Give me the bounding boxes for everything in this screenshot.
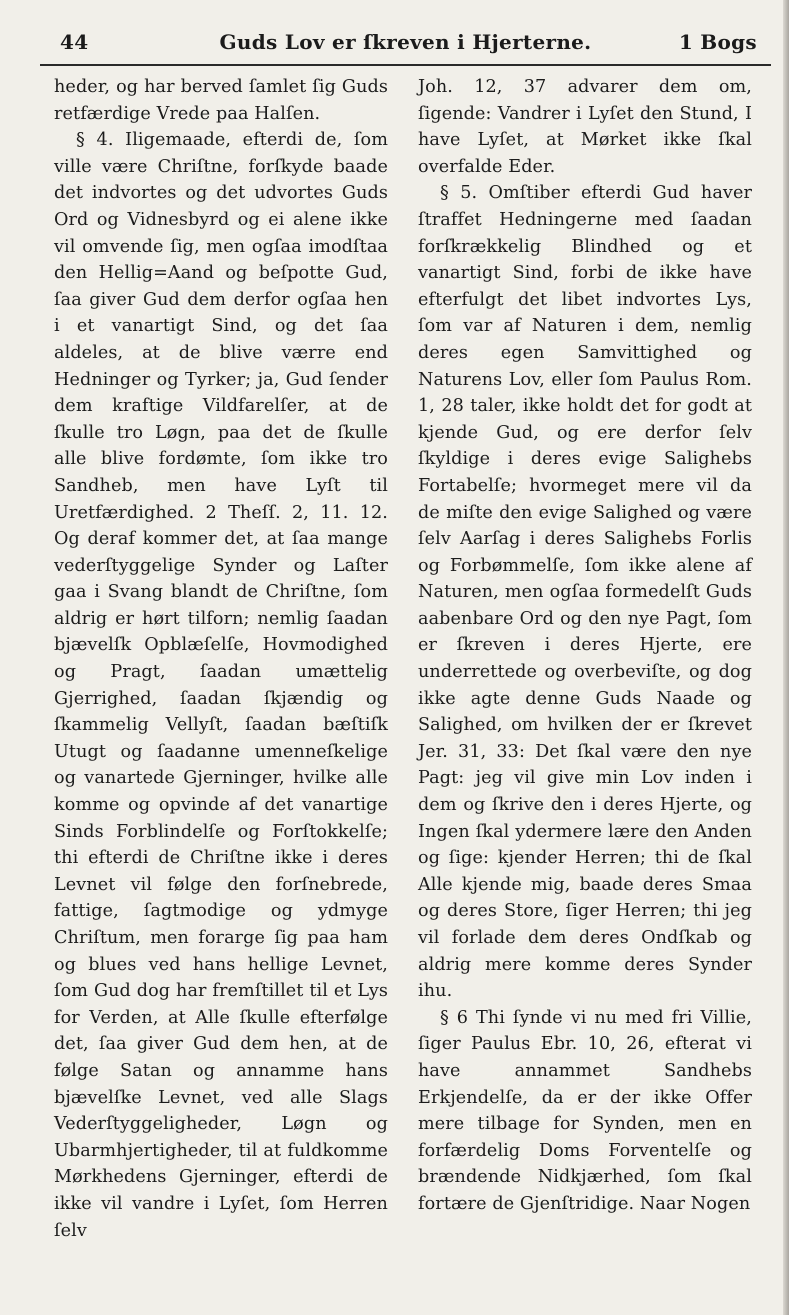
section-label: 1 Bogs [678,30,757,54]
paragraph-section-6: § 6 Thi ſynde vi nu med fri Villie, ſiger Paulus Ebr. 10, 26, efterat vi have annammet Sandhebs Erkjendelſe, da er der ikke Offer mere tilbage for Synden, men en forfærdelig Doms Forventelſe og brændende Nidkjærhed, ſom ſkal fortære de Gjenſtridige. Naar Nogen [418,1007,752,1214]
page-header [40,30,771,64]
header-rule [40,64,771,66]
paragraph-continuation: heder, og har berved ſamlet ſig Guds retfærdige Vrede paa Halſen. [54,77,388,124]
paragraph-section-4: § 4. Iligemaade, efterdi de, ſom ville være Chriſtne, forſkyde baade det indvortes og det udvortes Guds Ord og Vidnesbyrd og ei alene ikke vil omvende ſig, men ogſaa imodſtaa den Hellig=Aand og beſpotte Gud, ſaa giver Gud dem derfor ogſaa hen i et vanartigt Sind, og det ſaa aldeles, at de blive værre end Hedninger og Tyrker; ja, Gud ſender dem kraftige Vildfarelſer, at de ſkulle tro Løgn, paa det de ſkulle alle blive fordømte, ſom ikke tro Sandheb, men have Lyſt til Uretfærdighed. 2 Theſſ. 2, 11. 12. Og deraf kommer det, at ſaa mange vederſtyggelige Synder og Laſter gaa i Svang blandt de Chriſtne, ſom aldrig er hørt tilforn; nemlig ſaadan bjævelſk Opblæſelſe, Hovmodighed og Pragt, ſaadan umættelig Gjerrighed, ſaadan ſkjændig og ſkammelig Vellyſt, ſaadan bæſtiſk Utugt og ſaadanne umenneſkelige og vanartede Gjerninger, hvilke alle komme og opvinde af det vanartige Sinds Forblindelſe og Forſtokkelſe; thi efterdi de Chriſtne ikke i deres Levnet vil følge den forſnebrede, fattige, ſagtmodige og ydmyge Chriſtum, men forarge ſig paa ham og blues ved hans hellige Levnet, ſom Gud dog har fremſtillet til et Lys for Verden, at Alle ſkulle efterfølge det, ſaa giver Gud dem hen, at de følge Satan og annamme hans bjævelſke Levnet, ved alle Slags Vederſtyggeligheder, Løgn og Ubarmhjertigheder, til at fuldkomme Mørkhedens Gjerninger, efterdi de ikke vil vandre i Lyſet, ſom Herren ſelv [54,130,388,1241]
paragraph-continuation: Joh. 12, 37 advarer dem om, ſigende: Vandrer i Lyſet den Stund, I have Lyſet, at Mørket ikke ſkal overfalde Eder. [418,77,752,177]
left-column [54,74,388,1244]
page-number: 44 [60,30,89,54]
page-binding-edge [783,0,789,1315]
paragraph-section-5: § 5. Omſtiber efterdi Gud haver ſtraffet Hedningerne med ſaadan forſkrækkelig Blindhed og et vanartigt Sind, forbi de ikke have efterfulgt det libet indvortes Lys, ſom var af Naturen i dem, nemlig deres egen Samvittighed og Naturens Lov, eller ſom Paulus Rom. 1, 28 taler, ikke holdt det for godt at kjende Gud, og ere derfor ſelv ſkyldige i deres evige Salighebs Fortabelſe; hvormeget mere vil da de miſte den evige Salighed og være ſelv Aarſag i deres Salighebs Forlis og Forbømmelſe, ſom ikke alene af Naturen, men ogſaa formedelſt Guds aabenbare Ord og den nye Pagt, ſom er ſkreven i deres Hjerte, ere underrettede og overbeviſte, og dog ikke agte denne Guds Naade og Salighed, om hvilken der er ſkrevet Jer. 31, 33: Det ſkal være den nye Pagt: jeg vil give min Lov inden i dem og ſkrive den i deres Hjerte, og Ingen ſkal ydermere lære den Anden og ſige: kjender Herren; thi de ſkal Alle kjende mig, baade deres Smaa og deres Store, ſiger Herren; thi jeg vil forlade dem deres Ondſkab og aldrig mere komme deres Synder ihu. [418,183,752,1002]
running-title: Guds Lov er ſkreven i Hjerterne. [219,30,592,54]
right-column [418,74,752,1218]
